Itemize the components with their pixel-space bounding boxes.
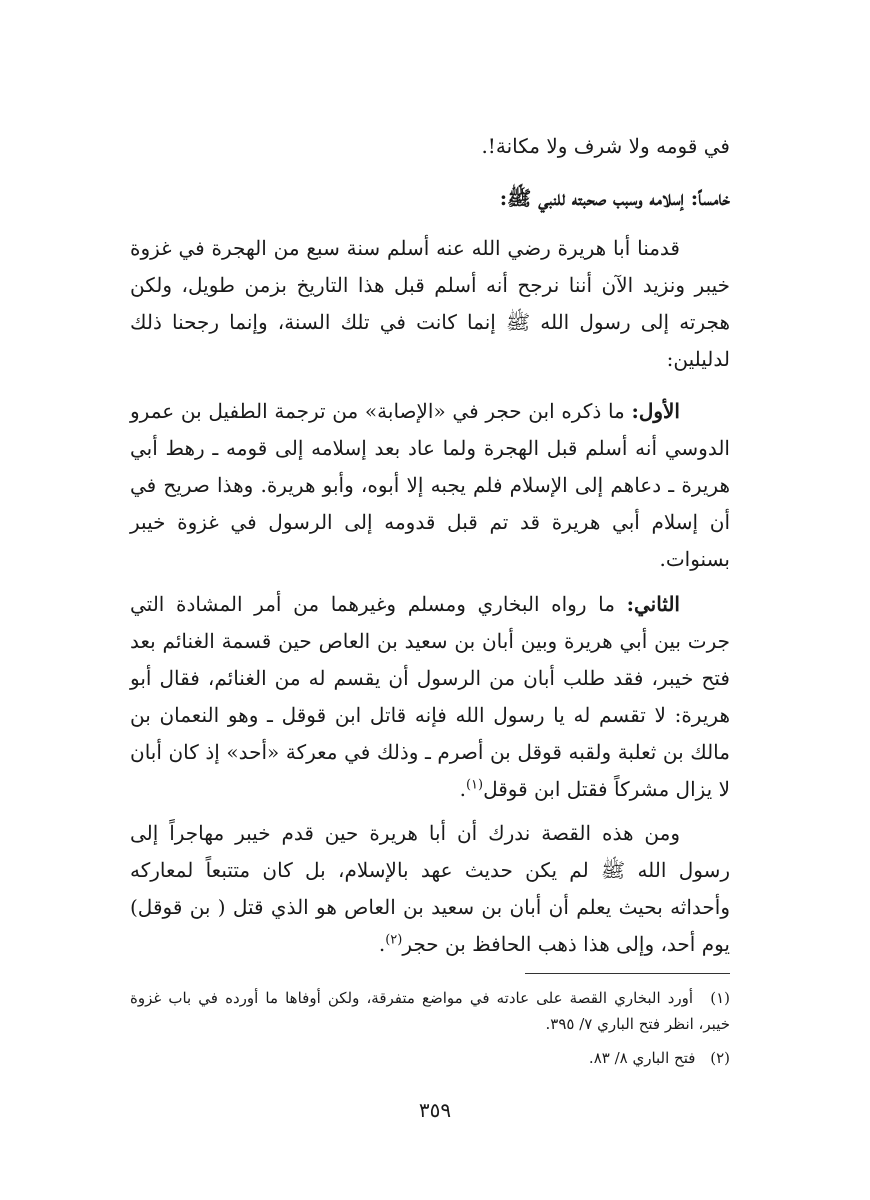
paragraph-3-text: ما رواه البخاري ومسلم وغيرهما من أمر المشادة التي جرت بين أبي هريرة وبين أبان بن سعيد بن العاص حين قسمة الغنائم بعد فتح خيبر، فقد طلب أبان من الرسول أن يقسم له من الغنائم، فقال أبو هريرة: لا تقسم له يا رسول الله فإنه قاتل ابن قوقل ـ وهو النعمان بن مالك بن ثعلبة ولقبه قوقل بن أصرم ـ وذلك في معركة «أحد» إذ كان أبان لا يزال مشركاً فقتل ابن قوقل [130, 592, 730, 801]
footnote-2 [130, 1045, 730, 1071]
first-evidence-label: الأول: [631, 399, 680, 423]
second-evidence-label: الثاني: [626, 592, 680, 616]
paragraph-1 [130, 230, 730, 378]
continuation-line [130, 128, 730, 165]
footnotes [130, 985, 730, 1079]
top-line: في قومه ولا شرف ولا مكانة!. [481, 134, 730, 158]
page-number: ٣٥٩ [418, 1098, 452, 1122]
footnote-1 [130, 985, 730, 1037]
paragraph-3-end: . [459, 777, 466, 801]
section-heading: خامساً: إسلامه وسبب صحبته للنبي ﷺ: [499, 186, 730, 210]
paragraph-3 [130, 586, 730, 808]
footnote-1-text: أورد البخاري القصة على عادته في مواضع متفرقة، ولكن أوفاها ما أورده في باب غزوة خيبر، انظر فتح الباري ٧/ ٣٩٥. [130, 989, 730, 1033]
paragraph-4-text: ومن هذه القصة ندرك أن أبا هريرة حين قدم خيبر مهاجراً إلى رسول الله ﷺ لم يكن حديث عهد بالإسلام، بل كان متتبعاً لمعاركه وأحداثه بحيث يعلم أن أبان بن سعيد بن العاص هو الذي قتل ( بن قوقل) يوم أحد، وإلى هذا ذهب الحافظ بن حجر [130, 821, 730, 956]
paragraph-4 [130, 815, 730, 963]
footnote-2-number: (٢) [710, 1049, 730, 1067]
paragraph-2 [130, 393, 730, 578]
paragraph-4-end: . [378, 932, 386, 956]
footnote-ref-1: (١) [465, 777, 484, 793]
footnote-2-text: فتح الباري ٨/ ٨٣. [588, 1049, 696, 1067]
footnote-1-number: (١) [710, 989, 730, 1007]
paragraph-2-text: ما ذكره ابن حجر في «الإصابة» من ترجمة الطفيل بن عمرو الدوسي أنه أسلم قبل الهجرة ولما عاد بعد إسلامه إلى قومه ـ رهط أبي هريرة ـ دعاهم إلى الإسلام فلم يجبه إلا أبوه، وأبو هريرة. وهذا صريح في أن إسلام أبي هريرة قد تم قبل قدومه إلى الرسول في غزوة خيبر بسنوات. [130, 399, 730, 571]
paragraph-1-text: قدمنا أبا هريرة رضي الله عنه أسلم سنة سبع من الهجرة في غزوة خيبر ونزيد الآن أننا نرجح أنه أسلم قبل هذا التاريخ بزمن طويل، ولكن هجرته إلى رسول الله ﷺ إنما كانت في تلك السنة، وإنما رجحنا ذلك لدليلين: [130, 236, 730, 371]
footnote-divider [525, 973, 730, 974]
footnote-ref-2: (٢) [385, 932, 403, 948]
